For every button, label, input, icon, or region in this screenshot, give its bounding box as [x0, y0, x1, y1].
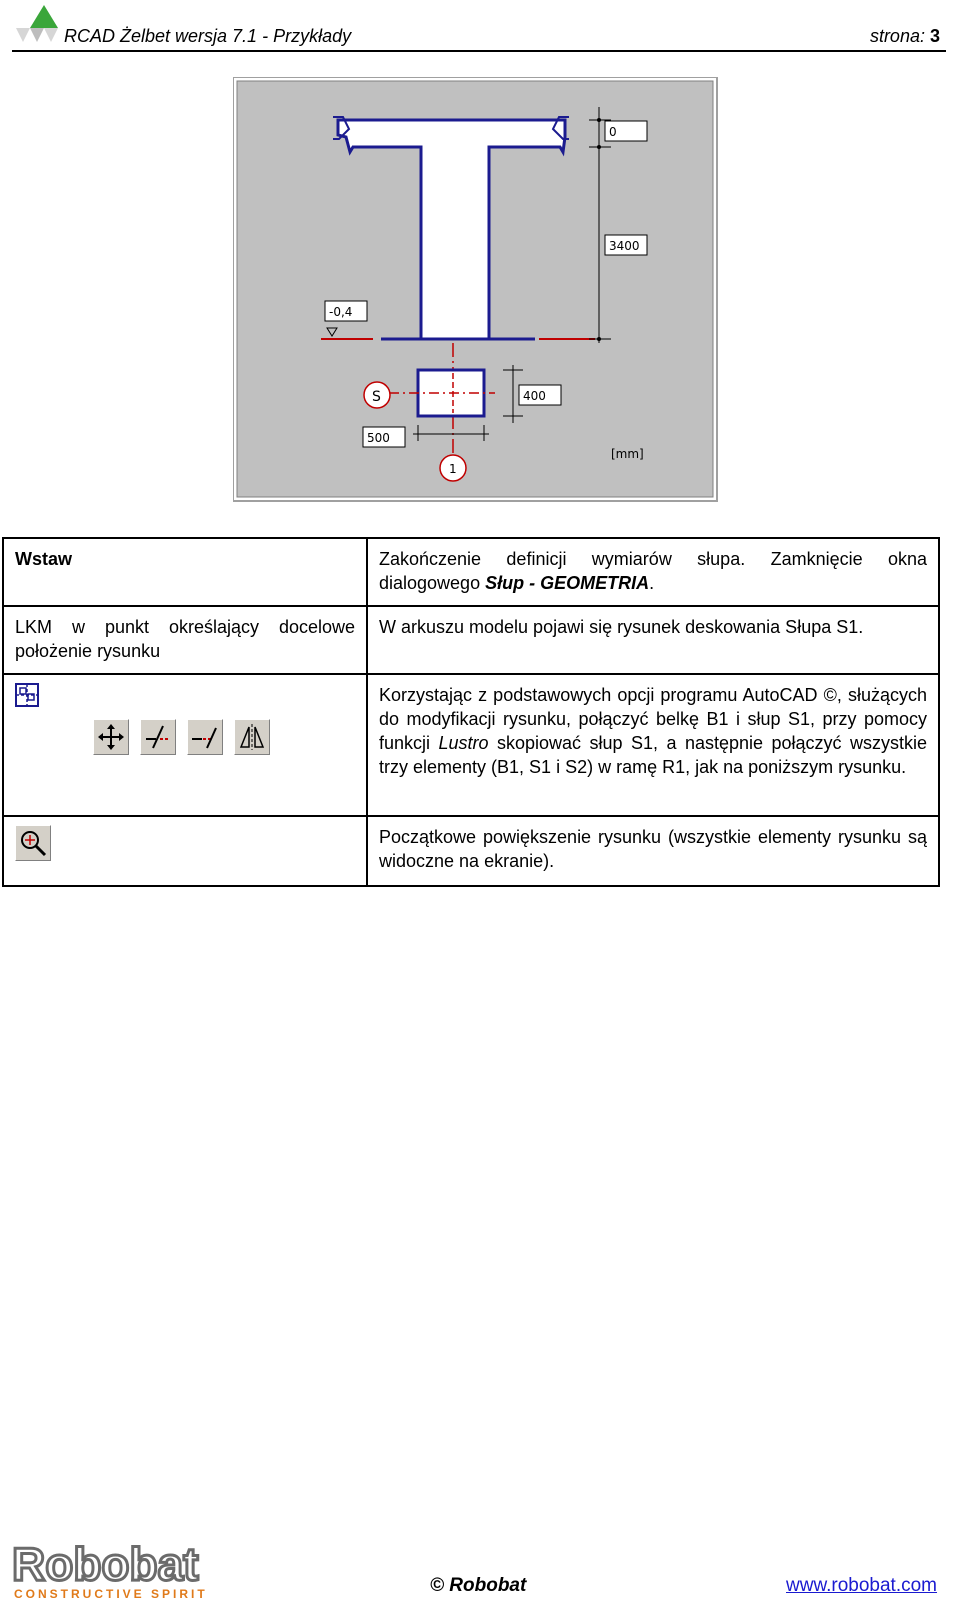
row3-right: [367, 674, 939, 816]
row3-left: [3, 674, 367, 816]
page-number: [870, 26, 940, 47]
move-tool-button[interactable]: [93, 719, 129, 755]
footer-copyright: © Robobat: [430, 1575, 527, 1596]
table-row: [3, 674, 939, 816]
extend-icon: [188, 720, 222, 754]
row4-right: Początkowe powiększenie rysunku (wszystkie elementy rysunku są widoczne na ekranie).: [367, 816, 939, 886]
depth-value-label: 400: [523, 389, 546, 403]
zoom-extents-button[interactable]: [15, 825, 51, 861]
height-value-label: 3400: [609, 239, 640, 253]
trim-tool-button[interactable]: [140, 719, 176, 755]
table-row: [3, 606, 939, 674]
top-value-label: 0: [609, 125, 617, 139]
mirror-function-name: Lustro: [438, 733, 489, 753]
mirror-icon: [235, 720, 269, 754]
width-value-label: 500: [367, 431, 390, 445]
row3-right-text: Korzystając z podstawowych opcji programu AutoCAD ©, służących do modyfikacji rysunku, połączyć belkę B1 i słup S1, przy pomocy funkcji: [379, 685, 927, 753]
row3-right-text-end: skopiować słup S1, a następnie połączyć wszystkie trzy elementy (B1, S1 i S2) w ramę R1, jak na poniższym rysunku.: [379, 733, 928, 777]
page-header: [0, 0, 960, 56]
insert-drawing-icon[interactable]: [15, 683, 41, 709]
document-title: RCAD Żelbet wersja 7.1 - Przykłady: [64, 26, 352, 46]
trim-icon: [141, 720, 175, 754]
dialog-name: Słup - GEOMETRIA: [485, 573, 650, 593]
row1-right-end: .: [649, 573, 655, 593]
instructions-table: [2, 537, 940, 887]
robobat-footer-logo: [12, 1540, 242, 1600]
header-rule: [12, 50, 946, 52]
row2-right: W arkuszu modelu pojawi się rysunek deskowania Słupa S1.: [367, 606, 939, 674]
row1-left: Wstaw: [3, 538, 367, 606]
table-row: [3, 816, 939, 886]
footer-logo-tagline: CONSTRUCTIVE SPIRIT: [14, 1587, 208, 1600]
autocad-tools: [93, 719, 355, 755]
footer-website-link[interactable]: www.robobat.com: [786, 1575, 938, 1596]
robobat-triangle-logo: [12, 2, 62, 46]
table-row: [3, 538, 939, 606]
extend-tool-button[interactable]: [187, 719, 223, 755]
row2-left: LKM w punkt określający docelowe położenie rysunku: [3, 606, 367, 674]
level-value-label: -0,4: [329, 305, 353, 319]
move-icon: [94, 720, 128, 754]
row4-left: [3, 816, 367, 886]
row1-right: [367, 538, 939, 606]
page-label: strona:: [869, 26, 925, 46]
unit-label: [mm]: [611, 447, 644, 461]
page-number-value: 3: [929, 26, 940, 46]
axis-s-label: S: [372, 389, 381, 405]
footer-logo-text: Robobat: [12, 1540, 199, 1590]
mirror-tool-button[interactable]: [234, 719, 270, 755]
axis-1-label: 1: [449, 462, 457, 476]
column-geometry-drawing: [233, 77, 729, 513]
zoom-extents-icon: [16, 826, 50, 860]
row1-right-text: Zakończenie definicji wymiarów słupa. Zamknięcie okna dialogowego: [379, 549, 927, 593]
